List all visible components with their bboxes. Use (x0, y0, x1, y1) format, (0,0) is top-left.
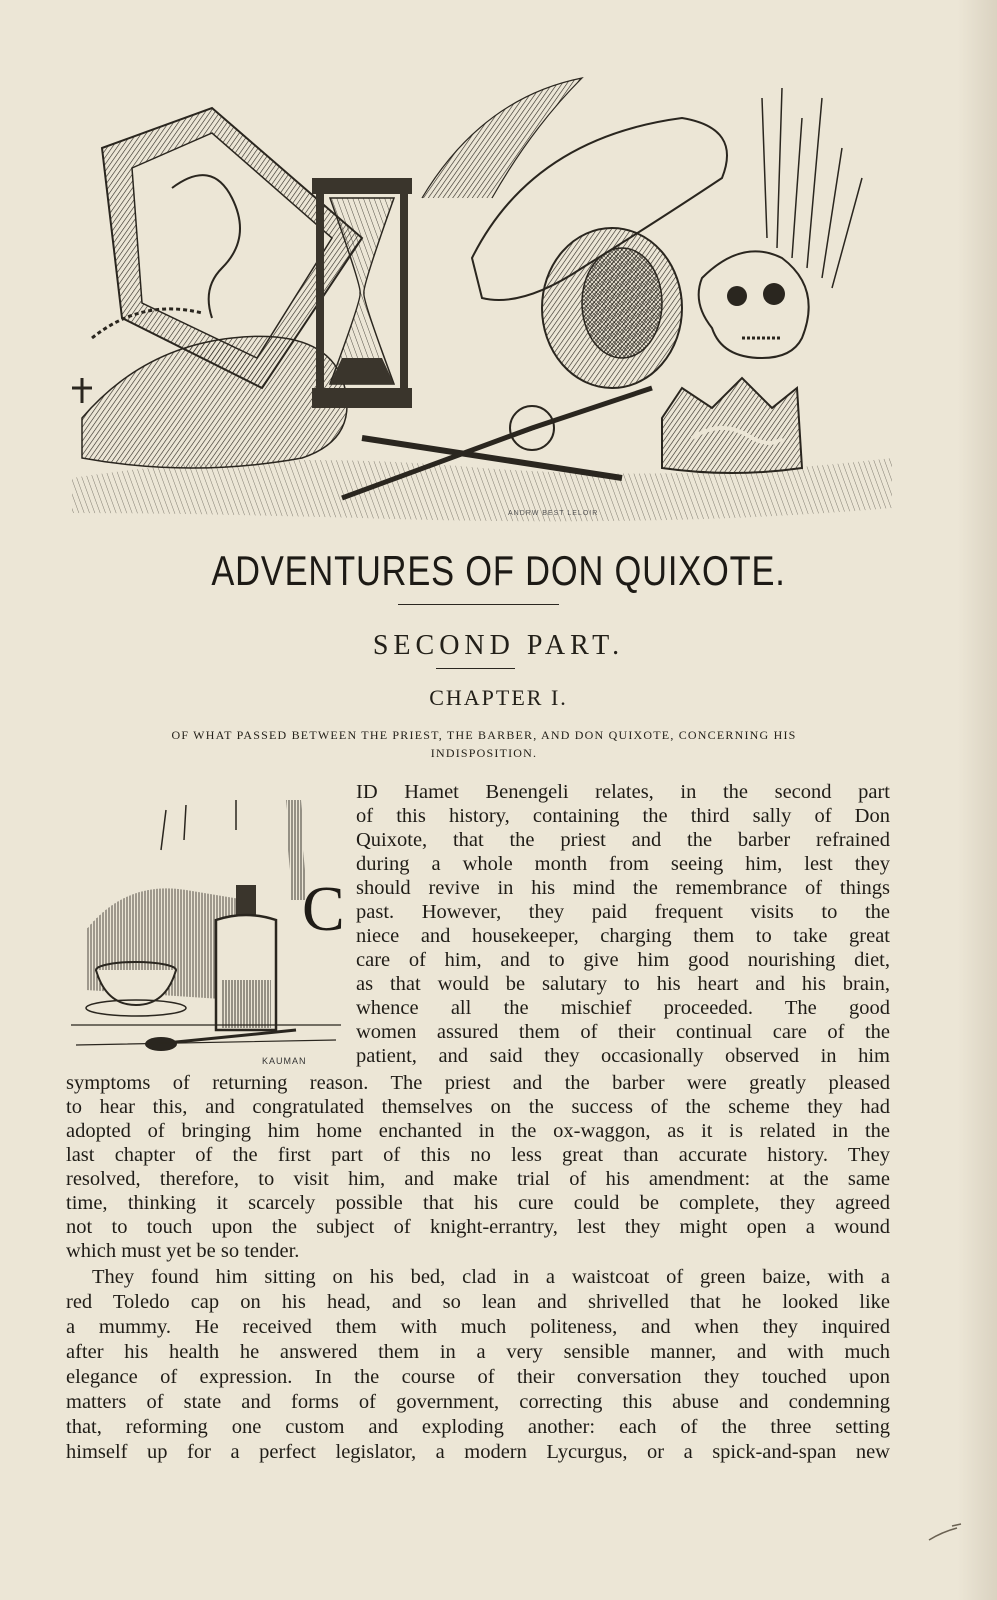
chapter-title: CHAPTER I. (429, 685, 568, 710)
book-title: ADVENTURES OF DON QUIXOTE. (211, 547, 786, 594)
text-line: which must yet be so tender. (66, 1240, 300, 1262)
text-line: matters of state and forms of government, correcting this abuse and condemning (66, 1391, 890, 1413)
drop-cap-illustration (66, 790, 346, 1070)
margin-mark (927, 1510, 967, 1550)
text-line: last chapter of the first part of this no less great than accurate history. They (66, 1144, 890, 1166)
header-engraving (62, 58, 902, 538)
page-edge-shadow (957, 0, 997, 1600)
text-line: past. However, they paid frequent visits to the (356, 901, 890, 923)
text-line: that, reforming one custom and exploding another: each of the three setting (66, 1416, 890, 1438)
text-line: after his health he answered them in a very sensible manner, and with much (66, 1341, 890, 1363)
part-rule (436, 668, 515, 669)
drop-cap-letter: C (302, 873, 345, 944)
text-line: elegance of expression. In the course of their conversation they touched upon (66, 1366, 890, 1388)
text-line: symptoms of returning reason. The priest and the barber were greatly pleased (66, 1072, 890, 1094)
text-line: adopted of bringing him home enchanted in the ox-waggon, as it is related in the (66, 1120, 890, 1142)
text-line: red Toledo cap on his head, and so lean and shrivelled that he looked like (66, 1291, 890, 1313)
text-line: resolved, therefore, to visit him, and make trial of his amendment: at the same (66, 1168, 890, 1190)
text-line: as that would be salutary to his heart and his brain, (356, 973, 890, 995)
text-line: of this history, containing the third sally of Don (356, 805, 890, 827)
text-line: to hear this, and congratulated themselves on the success of the scheme they had (66, 1096, 890, 1118)
text-line: They found him sitting on his bed, clad in a waistcoat of green baize, with a (92, 1266, 890, 1288)
subtitle-line-1: OF WHAT PASSED BETWEEN THE PRIEST, THE BARBER, AND DON QUIXOTE, CONCERNING HIS (171, 728, 797, 742)
text-line: time, thinking it scarcely possible that his cure could be complete, they agreed (66, 1192, 890, 1214)
text-line: should revive in his mind the remembrance of things (356, 877, 890, 899)
title-rule (398, 604, 559, 605)
engraver-signature: ANDRW BEST LELOIR (508, 510, 599, 517)
text-line: niece and housekeeper, charging them to take great (356, 925, 890, 947)
text-line: not to touch upon the subject of knight-errantry, lest they might open a wound (66, 1216, 890, 1238)
text-line: whence all the mischief proceeded. The good (356, 997, 890, 1019)
text-line: himself up for a perfect legislator, a modern Lycurgus, or a spick-and-span new (66, 1441, 890, 1463)
text-line: during a whole month from seeing him, lest they (356, 853, 890, 875)
text-line: a mummy. He received them with much politeness, and when they inquired (66, 1316, 890, 1338)
drop-cap-signature: KAUMAN (262, 1056, 307, 1066)
text-line: ID Hamet Benengeli relates, in the second part (356, 781, 890, 803)
text-line: patient, and said they occasionally observed in him (356, 1045, 890, 1067)
text-line: women assured them of their continual care of the (356, 1021, 890, 1043)
subtitle-line-2: INDISPOSITION. (430, 746, 538, 760)
chapter-subtitle (62, 726, 906, 762)
part-title: SECOND PART. (372, 630, 625, 661)
text-line: care of him, and to give him good nourishing diet, (356, 949, 890, 971)
text-line: Quixote, that the priest and the barber refrained (356, 829, 890, 851)
